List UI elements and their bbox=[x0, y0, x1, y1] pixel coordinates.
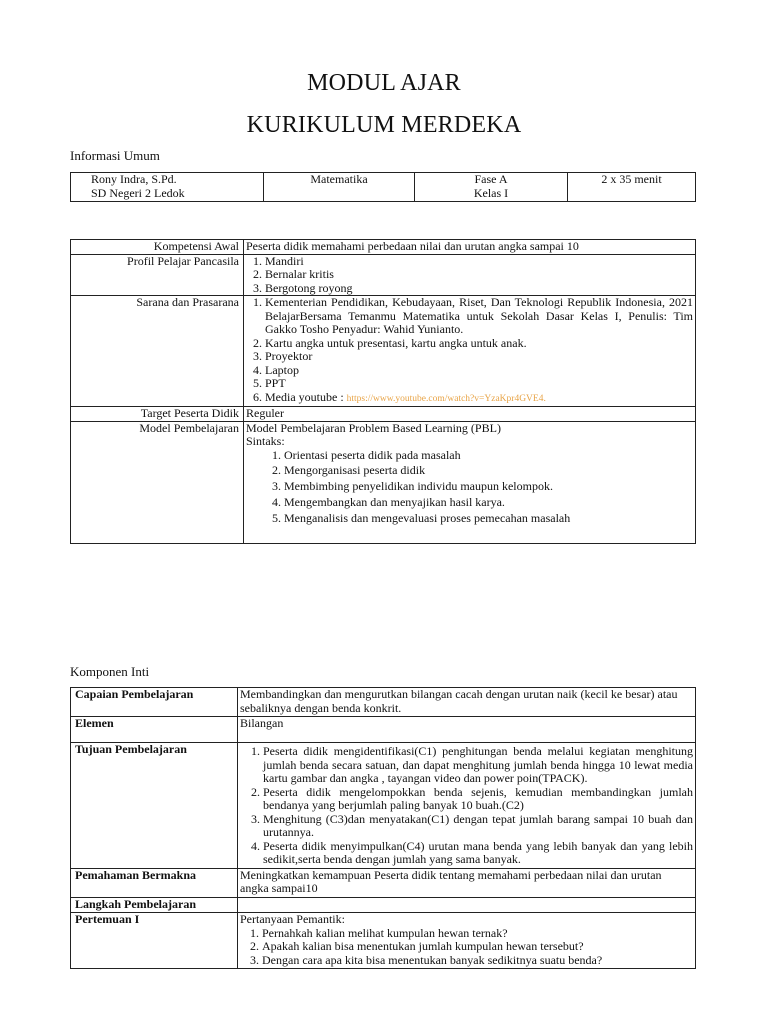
list-item: 4. Peserta didik menyimpulkan(C4) urutan mana benda yang lebih banyak dan yang lebih sedikit,serta benda dengan jumlah yang sama banyak. bbox=[263, 840, 693, 867]
list-item: 4. Mengembangkan dan menyajikan hasil karya. bbox=[284, 496, 693, 509]
table-row bbox=[71, 173, 696, 202]
list-item: 2. Kartu angka untuk presentasi, kartu angka untuk anak. bbox=[265, 337, 693, 351]
capaian-label: Capaian Pembelajaran bbox=[71, 688, 238, 717]
author-cell bbox=[71, 173, 264, 202]
table-row bbox=[71, 897, 696, 913]
table-row bbox=[71, 743, 696, 869]
youtube-link[interactable]: https://www.youtube.com/watch?v=YzaKpr4GVE4. bbox=[346, 393, 546, 404]
langkah-label: Langkah Pembelajaran bbox=[71, 897, 238, 913]
table-row bbox=[71, 421, 696, 543]
table-row bbox=[71, 296, 696, 407]
list-item: 1. Orientasi peserta didik pada masalah bbox=[284, 449, 693, 462]
duration-value: 2 x 35 menit bbox=[601, 172, 662, 186]
document-title: MODUL AJAR bbox=[307, 70, 461, 96]
pertemuan-cell bbox=[238, 913, 696, 969]
list-item: 2. Mengorganisasi peserta didik bbox=[284, 464, 693, 477]
list-item-media bbox=[265, 391, 693, 407]
list-item: 3. Proyektor bbox=[265, 350, 693, 364]
table-row bbox=[71, 254, 696, 296]
list-item: 2. Apakah kalian bisa menentukan jumlah kumpulan hewan tersebut? bbox=[262, 940, 693, 954]
section-heading-komponen-inti: Komponen Inti bbox=[70, 664, 150, 679]
school-name: SD Negeri 2 Ledok bbox=[91, 185, 185, 200]
list-item: 1. Peserta didik mengidentifikasi(C1) penghitungan benda melalui kegiatan menghitung jumlah benda secara satuan, dan dapat menghitung jumlah benda hingga 10 lewat media kartu gambar dan angka , tayangan video dan power poin(TPACK). bbox=[263, 745, 693, 786]
subject-cell bbox=[264, 173, 415, 202]
target-value: Reguler bbox=[244, 407, 696, 422]
profil-cell bbox=[244, 254, 696, 296]
pemahaman-label: Pemahaman Bermakna bbox=[71, 868, 238, 897]
pertanyaan-label: Pertanyaan Pemantik: bbox=[240, 912, 345, 926]
komponen-inti-table bbox=[70, 687, 696, 969]
informasi-umum-table bbox=[70, 172, 696, 202]
sarana-list bbox=[246, 296, 693, 406]
kompetensi-value: Peserta didik memahami perbedaan nilai dan urutan angka sampai 10 bbox=[244, 240, 696, 255]
author-name: Rony Indra, S.Pd. bbox=[91, 172, 177, 186]
fase-cell bbox=[415, 173, 568, 202]
elemen-value: Bilangan bbox=[238, 717, 696, 743]
table-row bbox=[71, 868, 696, 897]
sarana-cell bbox=[244, 296, 696, 407]
list-item: 5. Menganalisis dan mengevaluasi proses pemecahan masalah bbox=[284, 512, 693, 525]
capaian-value: Membandingkan dan mengurutkan bilangan cacah dengan urutan naik (kecil ke besar) atau sebaliknya dengan benda konkrit. bbox=[238, 688, 696, 717]
target-label: Target Peserta Didik bbox=[71, 407, 244, 422]
section-heading-informasi-umum: Informasi Umum bbox=[70, 148, 160, 163]
table-row bbox=[71, 913, 696, 969]
sintaks-list bbox=[246, 449, 693, 525]
profil-label: Profil Pelajar Pancasila bbox=[71, 254, 244, 296]
kompetensi-awal-table bbox=[70, 239, 696, 544]
duration-cell bbox=[568, 173, 696, 202]
model-cell bbox=[244, 421, 696, 543]
langkah-value bbox=[238, 897, 696, 913]
elemen-label: Elemen bbox=[71, 717, 238, 743]
list-item: 1. Pernahkah kalian melihat kumpulan hewan ternak? bbox=[262, 927, 693, 941]
fase-value: Fase A bbox=[474, 172, 508, 186]
list-item: 1. Kementerian Pendidikan, Kebudayaan, Riset, Dan Teknologi Republik Indonesia, 2021 BelajarBersama Temanmu Matematika untuk Sekolah Dasar Kelas I, Penulis: Tim Gakko Tosho Penyadur: Wahid Yunianto. bbox=[265, 296, 693, 337]
list-item: 5. PPT bbox=[265, 377, 693, 391]
list-item: 3. Membimbing penyelidikan individu maupun kelompok. bbox=[284, 480, 693, 493]
model-label: Model Pembelajaran bbox=[71, 421, 244, 543]
table-row bbox=[71, 240, 696, 255]
tujuan-label: Tujuan Pembelajaran bbox=[71, 743, 238, 869]
list-item: 1. Mandiri bbox=[265, 255, 693, 269]
profil-list bbox=[246, 255, 693, 296]
model-value: Model Pembelajaran Problem Based Learning (PBL) bbox=[246, 420, 501, 435]
table-row bbox=[71, 688, 696, 717]
kelas-value: Kelas I bbox=[473, 185, 509, 200]
subject-name: Matematika bbox=[310, 172, 368, 186]
pertanyaan-list bbox=[240, 927, 693, 968]
kompetensi-label: Kompetensi Awal bbox=[71, 240, 244, 255]
list-item: 4. Laptop bbox=[265, 364, 693, 378]
tujuan-cell bbox=[238, 743, 696, 869]
pemahaman-value: Meningkatkan kemampuan Peserta didik tentang memahami perbedaan nilai dan urutan angka sampai10 bbox=[238, 868, 696, 897]
list-item: 2. Peserta didik mengelompokkan benda sejenis, kemudian membandingkan jumlah bendanya yang berjumlah paling banyak 10 buah.(C2) bbox=[263, 786, 693, 813]
tujuan-list bbox=[241, 745, 693, 867]
sarana-label: Sarana dan Prasarana bbox=[71, 296, 244, 407]
media-prefix: Media youtube : bbox=[265, 389, 347, 404]
list-item: 3. Menghitung (C3)dan menyatakan(C1) dengan tepat jumlah barang sampai 10 buah dan urutannya. bbox=[263, 813, 693, 840]
table-row bbox=[71, 407, 696, 422]
document-subtitle: KURIKULUM MERDEKA bbox=[246, 112, 522, 138]
table-row bbox=[71, 717, 696, 743]
list-item: 3. Dengan cara apa kita bisa menentukan banyak sedikitnya suatu benda? bbox=[262, 954, 693, 968]
pertemuan-label: Pertemuan I bbox=[71, 913, 238, 969]
list-item: 2. Bernalar kritis bbox=[265, 268, 693, 282]
sintaks-label: Sintaks: bbox=[246, 434, 285, 448]
list-item: 3. Bergotong royong bbox=[265, 282, 693, 296]
